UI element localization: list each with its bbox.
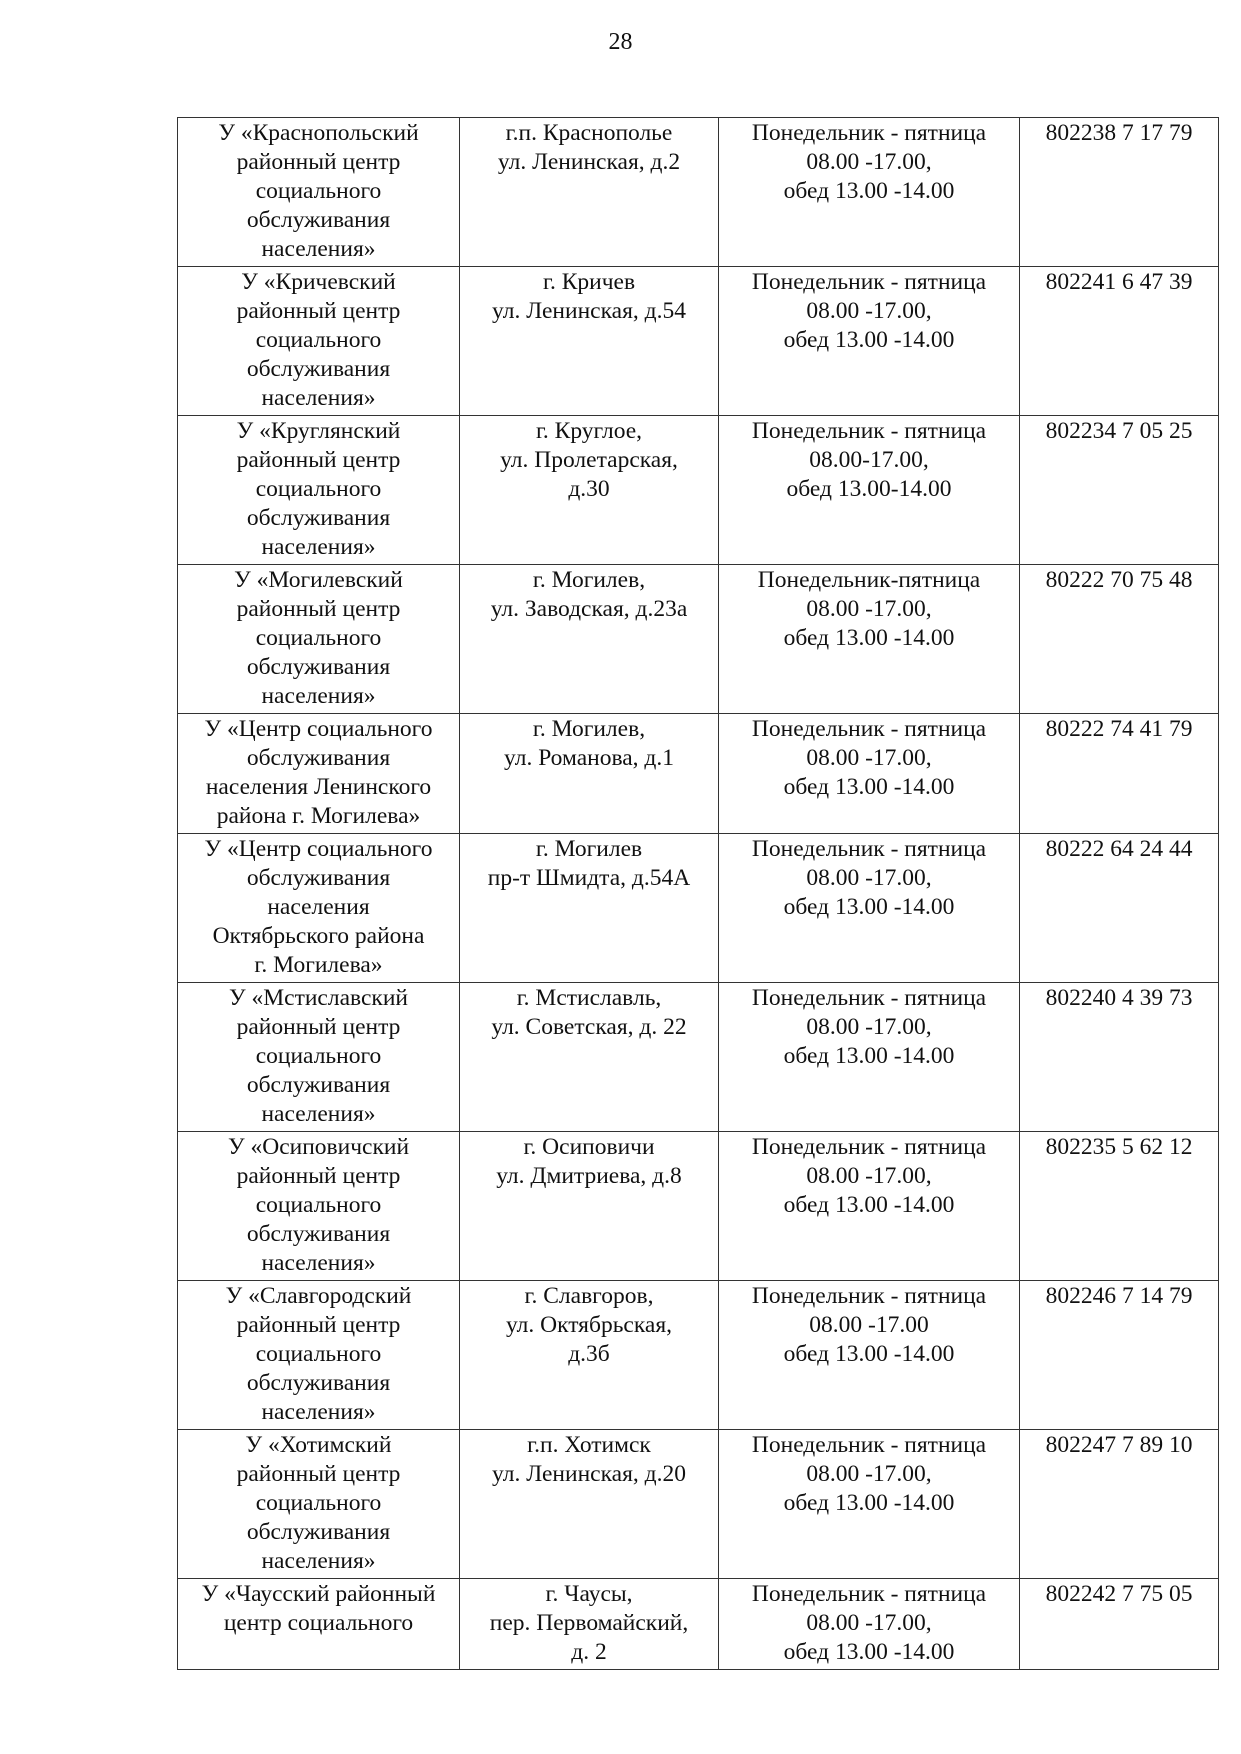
center-name-line: социального bbox=[255, 1043, 382, 1069]
phone-cell bbox=[1020, 118, 1219, 267]
center-name-line: У «Славгородский bbox=[225, 1283, 412, 1309]
hours-line: обед 13.00-14.00 bbox=[786, 476, 952, 502]
hours-line: обед 13.00 -14.00 bbox=[783, 178, 955, 204]
hours-line: Понедельник - пятница bbox=[751, 985, 987, 1011]
center-name-line: населения» bbox=[261, 1250, 376, 1276]
phone-cell bbox=[1020, 267, 1219, 416]
phone-number: 802241 6 47 39 bbox=[1045, 269, 1193, 295]
address-line: ул. Октябрьская, bbox=[505, 1312, 673, 1338]
center-name-line: районный центр bbox=[236, 1163, 401, 1189]
address-cell bbox=[460, 1281, 719, 1430]
center-name-cell bbox=[178, 267, 460, 416]
center-name-line: У «Кричевский bbox=[241, 269, 396, 295]
table-row bbox=[178, 1430, 1219, 1579]
table-row bbox=[178, 983, 1219, 1132]
address-line: г. Кричев bbox=[542, 269, 636, 295]
hours-line: Понедельник - пятница bbox=[751, 1581, 987, 1607]
center-name-cell bbox=[178, 1579, 460, 1670]
center-name-line: социального bbox=[255, 476, 382, 502]
center-name-line: социального bbox=[255, 1341, 382, 1367]
hours-line: 08.00 -17.00 bbox=[809, 1312, 929, 1338]
center-name-line: обслуживания bbox=[246, 865, 391, 891]
center-name-line: У «Могилевский bbox=[234, 567, 403, 593]
address-line: г. Славгоров, bbox=[524, 1283, 654, 1309]
center-name-line: населения» bbox=[261, 1548, 376, 1574]
center-name-line: районный центр bbox=[236, 298, 401, 324]
center-name-line: районный центр bbox=[236, 1312, 401, 1338]
hours-cell bbox=[719, 714, 1020, 834]
hours-cell bbox=[719, 834, 1020, 983]
address-line: ул. Ленинская, д.20 bbox=[492, 1461, 686, 1487]
center-name-line: населения» bbox=[261, 385, 376, 411]
address-line: д. 2 bbox=[571, 1639, 607, 1665]
hours-line: 08.00 -17.00, bbox=[806, 1163, 932, 1189]
center-name-line: обслуживания bbox=[246, 654, 391, 680]
table-row bbox=[178, 1281, 1219, 1430]
phone-cell bbox=[1020, 1281, 1219, 1430]
table-row bbox=[178, 714, 1219, 834]
center-name-cell bbox=[178, 1132, 460, 1281]
center-name-line: населения bbox=[267, 894, 370, 920]
phone-cell bbox=[1020, 565, 1219, 714]
phone-number: 80222 64 24 44 bbox=[1045, 836, 1193, 862]
center-name-line: населения Ленинского bbox=[205, 774, 432, 800]
hours-line: Понедельник - пятница bbox=[751, 120, 987, 146]
center-name-line: У «Чаусский районный bbox=[201, 1581, 436, 1607]
address-line: пр-т Шмидта, д.54А bbox=[487, 865, 691, 891]
center-name-line: У «Хотимский bbox=[245, 1432, 392, 1458]
address-line: пер. Первомайский, bbox=[489, 1610, 689, 1636]
center-name-line: социального bbox=[255, 1490, 382, 1516]
hours-line: обед 13.00 -14.00 bbox=[783, 1192, 955, 1218]
hours-line: Понедельник - пятница bbox=[751, 716, 987, 742]
table-row bbox=[178, 834, 1219, 983]
hours-cell bbox=[719, 1430, 1020, 1579]
address-cell bbox=[460, 834, 719, 983]
table-row bbox=[178, 267, 1219, 416]
hours-cell bbox=[719, 416, 1020, 565]
hours-line: Понедельник - пятница bbox=[751, 1283, 987, 1309]
center-name-line: социального bbox=[255, 1192, 382, 1218]
center-name-line: района г. Могилева» bbox=[216, 803, 421, 829]
phone-cell bbox=[1020, 1132, 1219, 1281]
table-row bbox=[178, 118, 1219, 267]
center-name-line: У «Центр социального bbox=[204, 836, 433, 862]
phone-number: 802242 7 75 05 bbox=[1045, 1581, 1193, 1607]
center-name-cell bbox=[178, 983, 460, 1132]
center-name-line: У «Центр социального bbox=[204, 716, 433, 742]
hours-line: обед 13.00 -14.00 bbox=[783, 1639, 955, 1665]
center-name-line: населения» bbox=[261, 1101, 376, 1127]
center-name-cell bbox=[178, 714, 460, 834]
address-cell bbox=[460, 1430, 719, 1579]
center-name-line: обслуживания bbox=[246, 207, 391, 233]
hours-line: Понедельник - пятница bbox=[751, 1134, 987, 1160]
center-name-line: У «Мстиславский bbox=[229, 985, 408, 1011]
address-line: д.30 bbox=[568, 476, 610, 502]
center-name-line: Октябрьского района bbox=[212, 923, 425, 949]
phone-number: 80222 74 41 79 bbox=[1045, 716, 1193, 742]
hours-line: Понедельник - пятница bbox=[751, 836, 987, 862]
address-line: г. Могилев bbox=[535, 836, 643, 862]
center-name-line: районный центр bbox=[236, 149, 401, 175]
phone-cell bbox=[1020, 983, 1219, 1132]
hours-line: 08.00 -17.00, bbox=[806, 1461, 932, 1487]
address-cell bbox=[460, 267, 719, 416]
center-name-line: обслуживания bbox=[246, 1370, 391, 1396]
phone-number: 802238 7 17 79 bbox=[1045, 120, 1193, 146]
center-name-line: обслуживания bbox=[246, 356, 391, 382]
center-name-cell bbox=[178, 1281, 460, 1430]
hours-line: Понедельник - пятница bbox=[751, 1432, 987, 1458]
hours-line: обед 13.00 -14.00 bbox=[783, 625, 955, 651]
center-name-line: обслуживания bbox=[246, 1519, 391, 1545]
center-name-cell bbox=[178, 118, 460, 267]
hours-line: 08.00 -17.00, bbox=[806, 1014, 932, 1040]
phone-number: 802234 7 05 25 bbox=[1045, 418, 1193, 444]
address-line: г. Круглое, bbox=[535, 418, 643, 444]
phone-number: 802247 7 89 10 bbox=[1045, 1432, 1193, 1458]
center-name-cell bbox=[178, 416, 460, 565]
center-name-line: обслуживания bbox=[246, 1221, 391, 1247]
address-line: ул. Советская, д. 22 bbox=[491, 1014, 687, 1040]
page-number: 28 bbox=[608, 29, 633, 55]
table-row bbox=[178, 416, 1219, 565]
table-row bbox=[178, 1132, 1219, 1281]
center-name-line: населения» bbox=[261, 236, 376, 262]
center-name-cell bbox=[178, 1430, 460, 1579]
phone-number: 802240 4 39 73 bbox=[1045, 985, 1193, 1011]
phone-cell bbox=[1020, 416, 1219, 565]
center-name-line: районный центр bbox=[236, 596, 401, 622]
address-line: ул. Романова, д.1 bbox=[504, 745, 674, 771]
hours-line: 08.00 -17.00, bbox=[806, 596, 932, 622]
center-name-line: обслуживания bbox=[246, 505, 391, 531]
hours-line: обед 13.00 -14.00 bbox=[783, 327, 955, 353]
hours-cell bbox=[719, 1281, 1020, 1430]
hours-cell bbox=[719, 118, 1020, 267]
address-line: ул. Пролетарская, bbox=[500, 447, 678, 473]
hours-line: Понедельник - пятница bbox=[751, 269, 987, 295]
hours-cell bbox=[719, 267, 1020, 416]
center-name-cell bbox=[178, 834, 460, 983]
table-row bbox=[178, 565, 1219, 714]
address-line: г.п. Хотимск bbox=[527, 1432, 651, 1458]
hours-line: 08.00 -17.00, bbox=[806, 1610, 932, 1636]
phone-number: 802246 7 14 79 bbox=[1045, 1283, 1193, 1309]
hours-line: 08.00 -17.00, bbox=[806, 865, 932, 891]
center-name-line: населения» bbox=[261, 683, 376, 709]
hours-line: 08.00-17.00, bbox=[809, 447, 929, 473]
hours-line: 08.00 -17.00, bbox=[806, 149, 932, 175]
address-line: ул. Ленинская, д.2 bbox=[497, 149, 681, 175]
center-name-line: социального bbox=[255, 625, 382, 651]
center-name-line: социального bbox=[255, 327, 382, 353]
center-name-line: У «Круглянский bbox=[236, 418, 401, 444]
address-cell bbox=[460, 416, 719, 565]
table-row bbox=[178, 1579, 1219, 1670]
center-name-line: населения» bbox=[261, 1399, 376, 1425]
address-cell bbox=[460, 1579, 719, 1670]
hours-cell bbox=[719, 1132, 1020, 1281]
address-cell bbox=[460, 118, 719, 267]
address-cell bbox=[460, 983, 719, 1132]
center-name-line: социального bbox=[255, 178, 382, 204]
address-line: ул. Дмитриева, д.8 bbox=[496, 1163, 682, 1189]
center-name-line: населения» bbox=[261, 534, 376, 560]
hours-cell bbox=[719, 983, 1020, 1132]
address-cell bbox=[460, 565, 719, 714]
address-line: ул. Ленинская, д.54 bbox=[492, 298, 686, 324]
center-name-line: районный центр bbox=[236, 1014, 401, 1040]
center-name-line: г. Могилева» bbox=[254, 952, 383, 978]
center-name-line: У «Краснопольский bbox=[218, 120, 419, 146]
address-line: ул. Заводская, д.23а bbox=[490, 596, 688, 622]
address-line: д.3б bbox=[568, 1341, 610, 1367]
social-centers-table bbox=[177, 117, 1219, 1670]
phone-number: 802235 5 62 12 bbox=[1045, 1134, 1193, 1160]
address-line: г. Чаусы, bbox=[545, 1581, 633, 1607]
hours-cell bbox=[719, 565, 1020, 714]
address-line: г. Мстиславль, bbox=[516, 985, 662, 1011]
address-line: г. Могилев, bbox=[532, 567, 646, 593]
center-name-line: центр социального bbox=[223, 1610, 414, 1636]
hours-line: Понедельник - пятница bbox=[751, 418, 987, 444]
phone-cell bbox=[1020, 1579, 1219, 1670]
center-name-line: У «Осиповичский bbox=[227, 1134, 410, 1160]
hours-line: 08.00 -17.00, bbox=[806, 745, 932, 771]
center-name-line: районный центр bbox=[236, 447, 401, 473]
hours-line: 08.00 -17.00, bbox=[806, 298, 932, 324]
center-name-cell bbox=[178, 565, 460, 714]
address-cell bbox=[460, 1132, 719, 1281]
hours-line: обед 13.00 -14.00 bbox=[783, 894, 955, 920]
center-name-line: районный центр bbox=[236, 1461, 401, 1487]
center-name-line: обслуживания bbox=[246, 1072, 391, 1098]
address-cell bbox=[460, 714, 719, 834]
phone-number: 80222 70 75 48 bbox=[1045, 567, 1193, 593]
phone-cell bbox=[1020, 714, 1219, 834]
address-line: г. Могилев, bbox=[532, 716, 646, 742]
hours-line: Понедельник-пятница bbox=[757, 567, 981, 593]
phone-cell bbox=[1020, 1430, 1219, 1579]
hours-cell bbox=[719, 1579, 1020, 1670]
hours-line: обед 13.00 -14.00 bbox=[783, 1043, 955, 1069]
address-line: г.п. Краснополье bbox=[505, 120, 673, 146]
phone-cell bbox=[1020, 834, 1219, 983]
center-name-line: обслуживания bbox=[246, 745, 391, 771]
hours-line: обед 13.00 -14.00 bbox=[783, 774, 955, 800]
address-line: г. Осиповичи bbox=[523, 1134, 655, 1160]
hours-line: обед 13.00 -14.00 bbox=[783, 1341, 955, 1367]
hours-line: обед 13.00 -14.00 bbox=[783, 1490, 955, 1516]
